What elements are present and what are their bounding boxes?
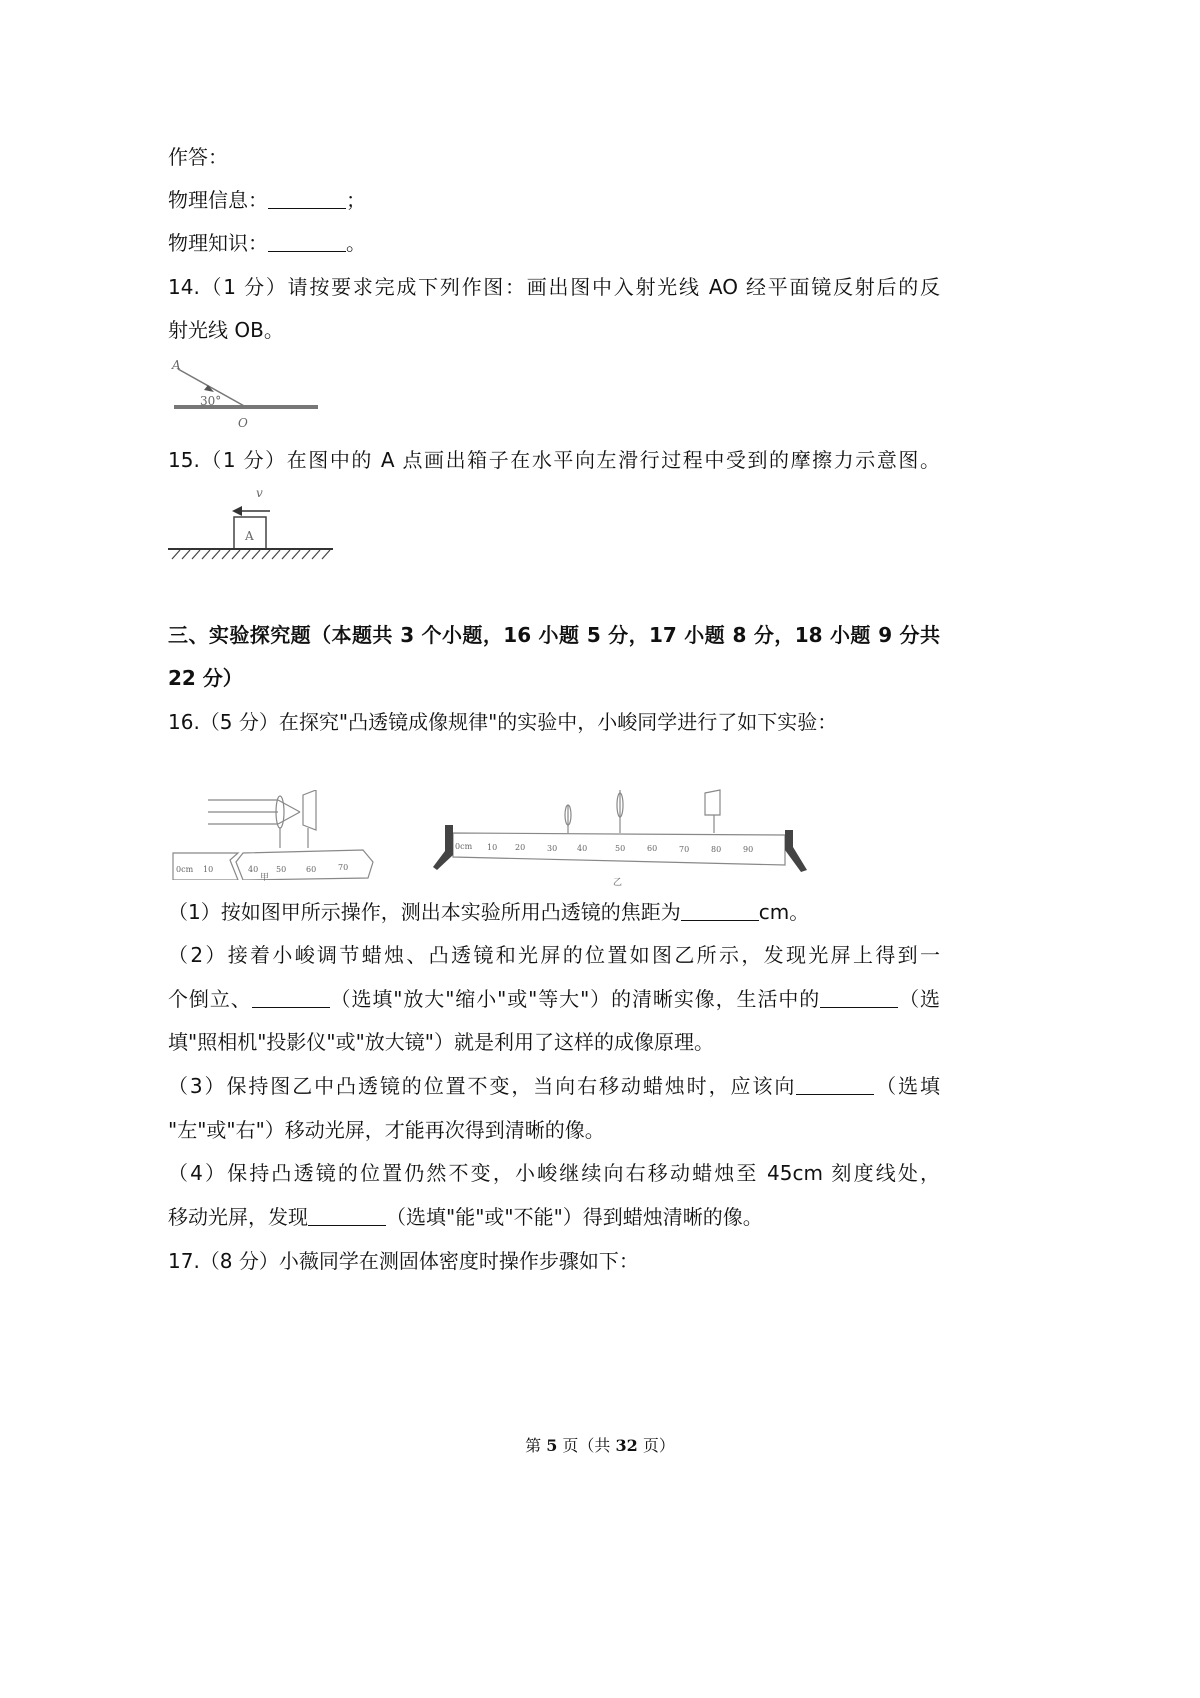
tick-label: 90 — [743, 845, 754, 854]
figure-jia — [168, 790, 388, 880]
answer-blank[interactable] — [268, 188, 346, 209]
ground-hatching — [172, 550, 330, 559]
tick-label: 10 — [487, 843, 498, 852]
answer-blank[interactable] — [268, 231, 346, 252]
q16-part-1 — [168, 898, 809, 926]
text: （1）按如图甲所示操作，测出本实验所用凸透镜的焦距为 — [168, 900, 681, 924]
tick-label: 30 — [547, 844, 558, 853]
tick-label: 80 — [711, 845, 722, 854]
total-pages: 32 — [615, 1436, 638, 1455]
label: 物理信息： — [168, 188, 268, 212]
figure-yi — [425, 785, 815, 900]
question-17: 17.（8 分）小薇同学在测固体密度时操作步骤如下： — [168, 1249, 639, 1273]
arrow-head-icon — [232, 506, 242, 516]
q16-part-3-cont: "左"或"右"）移动光屏，才能再次得到清晰的像。 — [168, 1118, 605, 1142]
left-support — [433, 825, 453, 870]
point-a-label: A — [172, 358, 181, 372]
text: （选填 — [874, 1074, 940, 1098]
tick-label: 20 — [515, 843, 526, 852]
mirror-figure — [168, 355, 328, 430]
physics-knowledge-line — [168, 229, 366, 257]
tick-label: 50 — [615, 844, 626, 853]
q16-part-2-end: 填"照相机"投影仪"或"放大镜"）就是利用了这样的成像原理。 — [168, 1030, 714, 1054]
text: （选 — [898, 987, 941, 1011]
answer-label: 作答： — [168, 145, 228, 169]
section-3-heading: 三、实验探究题（本题共 3 个小题，16 小题 5 分，17 小题 8 分，18 小题 9 分共 — [168, 623, 940, 647]
tick-label: 50 — [276, 865, 287, 874]
tick-label: 70 — [679, 845, 690, 854]
tick-label: 0cm — [176, 865, 194, 874]
text: （3）保持图乙中凸透镜的位置不变，当向右移动蜡烛时，应该向 — [168, 1074, 797, 1098]
question-16: 16.（5 分）在探究"凸透镜成像规律"的实验中，小峻同学进行了如下实验： — [168, 710, 838, 734]
light-screen — [303, 790, 316, 830]
answer-blank[interactable] — [252, 987, 330, 1008]
tick-label: 40 — [577, 844, 588, 853]
question-15: 15.（1 分）在图中的 A 点画出箱子在水平向左滑行过程中受到的摩擦力示意图。 — [168, 448, 940, 472]
answer-blank[interactable] — [681, 900, 759, 921]
angle-label: 30° — [200, 394, 222, 408]
caption: 乙 — [613, 878, 623, 888]
label: 物理知识： — [168, 231, 268, 255]
q16-part-4: （4）保持凸透镜的位置仍然不变，小峻继续向右移动蜡烛至 45cm 刻度线处， — [168, 1161, 940, 1185]
tick-label: 60 — [647, 844, 658, 853]
q16-part-2-cont — [168, 985, 940, 1013]
text: cm。 — [758, 900, 810, 924]
q16-part-4-cont — [168, 1203, 763, 1231]
right-support — [785, 830, 807, 872]
punct: 。 — [346, 231, 366, 255]
figure-jia-caption — [168, 870, 388, 890]
tick-label: 0cm — [455, 842, 473, 851]
screen — [705, 790, 720, 815]
answer-blank[interactable] — [820, 987, 898, 1008]
answer-blank[interactable] — [796, 1074, 874, 1095]
box-point-label: A — [245, 529, 254, 543]
answer-blank[interactable] — [308, 1205, 386, 1226]
text: 第 — [525, 1436, 547, 1455]
punct: ； — [346, 188, 366, 212]
q16-part-3 — [168, 1072, 940, 1100]
point-o-label: O — [238, 416, 248, 430]
question-14-cont: 射光线 OB。 — [168, 318, 284, 342]
text: 页（共 — [557, 1436, 616, 1455]
caption: 甲 — [260, 873, 270, 883]
tick-label: 60 — [306, 865, 317, 874]
box-figure — [168, 484, 338, 564]
page-number: 5 — [546, 1436, 558, 1455]
physics-info-line — [168, 186, 366, 214]
q16-part-2: （2）接着小峻调节蜡烛、凸透镜和光屏的位置如图乙所示，发现光屏上得到一 — [168, 943, 940, 967]
tick-label: 70 — [338, 863, 349, 872]
text: 页） — [637, 1436, 675, 1455]
question-14: 14.（1 分）请按要求完成下列作图：画出图中入射光线 AO 经平面镜反射后的反 — [168, 275, 940, 299]
text: 个倒立、 — [168, 987, 252, 1011]
section-3-heading-cont: 22 分） — [168, 666, 243, 690]
page-footer — [0, 1433, 1200, 1456]
text: 移动光屏，发现 — [168, 1205, 308, 1229]
tick-label: 40 — [248, 865, 259, 874]
velocity-label: v — [256, 486, 263, 500]
text: （选填"能"或"不能"）得到蜡烛清晰的像。 — [386, 1205, 763, 1229]
text: （选填"放大"缩小"或"等大"）的清晰实像，生活中的 — [329, 987, 821, 1011]
tick-label: 10 — [203, 865, 214, 874]
